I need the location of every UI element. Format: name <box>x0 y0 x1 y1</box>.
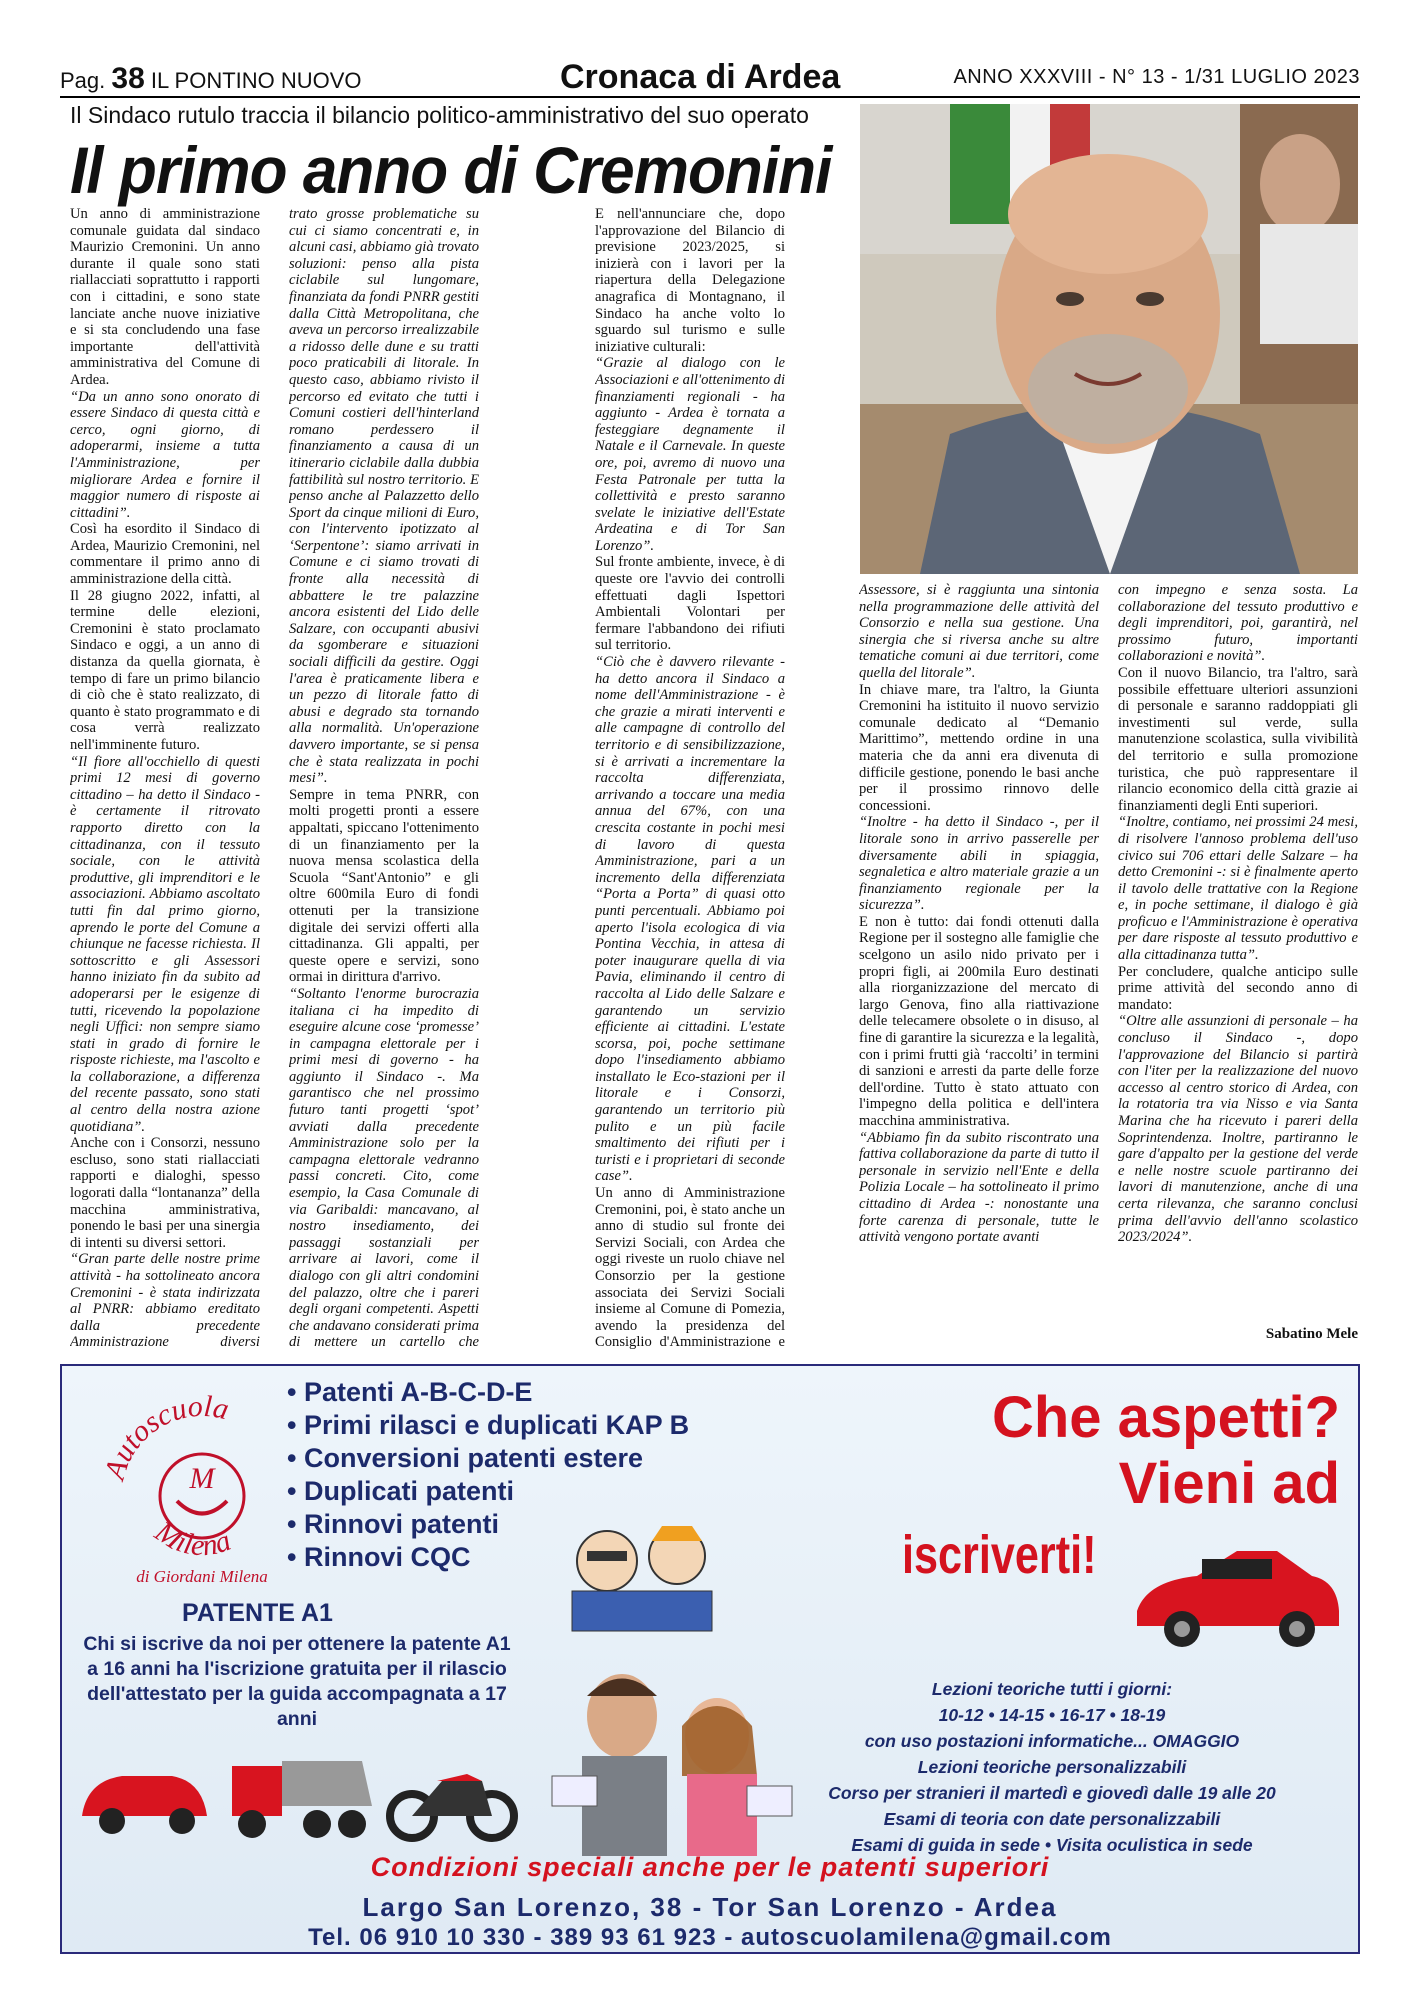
lesson-line: Lezioni teoriche tutti i giorni: <box>931 1679 1173 1699</box>
lesson-line: Lezioni teoriche personalizzabili <box>917 1757 1187 1777</box>
page-header <box>60 58 1360 94</box>
cta-line-1: Che aspetti? <box>991 1385 1340 1450</box>
article-paragraph: “Inoltre, contiamo, nei prossimi 24 mesi, di risolvere l'annoso problema dell'uso civico sui 706 ettari delle Salzare – ha detto Cremonini -: si è finalmente aperto il tavolo delle trattative con la Regione e, in poche settimane, il dialogo è già proficuo e l'Amministrazione è operativa per dare risposte al tessuto produttivo e alla cittadinanza tutta”. <box>1118 814 1358 964</box>
header-rule <box>60 96 1360 98</box>
page-number: 38 <box>111 62 145 95</box>
lesson-line: Esami di guida in sede • Visita oculistica in sede <box>851 1835 1253 1855</box>
service-item: • Rinnovi patenti <box>287 1509 499 1539</box>
article-paragraph: Così ha esordito il Sindaco di Ardea, Maurizio Cremonini, nel commentare il primo anno di amministrazione della città. <box>70 521 260 588</box>
logo-bottom-text: Milena <box>149 1514 236 1563</box>
special-conditions: Condizioni speciali anche per le patenti superiori <box>370 1852 1050 1882</box>
logo-subtitle: di Giordani Milena <box>136 1567 268 1586</box>
article-paragraph: Un anno di amministrazione comunale guidata dal sindaco Maurizio Cremonini. Un anno durante il quale sono stati riallacciati soprattutto i rapporti con i cittadini, e sono state lanciate anche nuove iniziative e si sta concludendo una fase importante dell'attività amministrativa del Comune di Ardea. <box>70 206 260 388</box>
lesson-line: con uso postazioni informatiche... OMAGGIO <box>864 1731 1240 1751</box>
article-paragraph: “Oltre alle assunzioni di personale – ha concluso il Sindaco -, dopo l'approvazione del Bilancio si partirà con l'iter per la realizzazione del nuovo accesso al centro storico di Ardea, con la rotatoria tra via Nisso e via Santa Marina che ha ricevuto i pareri della Soprintendenza. Inoltre, partiranno le gare d'appalto per la gestione del verde e nelle nostre scuole partiranno dei lavori di manutenzione, anche di una certa rilevanza, che saranno conclusi prima dell'avvio dell'anno scolastico 2023/2024”. <box>1118 1013 1358 1246</box>
article-kicker: Il Sindaco rutulo traccia il bilancio politico-amministrativo del suo operato <box>70 102 809 128</box>
article-paragraph: “Da un anno sono onorato di essere Sindaco di questa città e cerco, ogni giorno, di adoperarmi, insieme a tutta l'Amministrazione, per migliorare Ardea e fornire il maggior numero di risposte ai cittadini”. <box>70 388 260 521</box>
article-column-3 <box>595 206 785 1352</box>
article-paragraph: E non è tutto: dai fondi ottenuti dalla Regione per il sostegno alle famiglie che scelgono un asilo nido privato per i propri figli, ai 200mila Euro destinati alla riorganizzazione del mercato di largo Genova, fino alla riattivazione delle telecamere obsolete o in disuso, al fine di garantire la sicurezza e la legalità, con i primi frutti già ‘raccolti’ in termini di sanzioni e arresti da parte delle forze dell'ordine. Tutto è stato attuato con l'impegno della politica e dell'intera macchina amministrativa. <box>859 913 1099 1129</box>
cta-line-3: iscriverti! <box>902 1525 1097 1585</box>
patente-a1-title: PATENTE A1 <box>182 1599 333 1627</box>
article-paragraph: “Soltanto l'enorme burocrazia italiana ci ha impedito di eseguire alcune cose ‘promesse’ in campagna elettorale per i primi mesi di governo - ha aggiunto il Sindaco -. Ma garantisco che nel prossimo futuro tanti progetti ‘spot’ avviati dalla precedente Amministrazione solo per la campagna elettorale vedranno passi concreti. Cito, come esempio, la Casa Comunale di via Garibaldi: mancavano, al nostro insediamento, dei passaggi sostanziali per arrivare ai lavori, come il dialogo con gli altri condomini del palazzo, oltre che i pareri degli organi competenti. Aspetti che andavano considerati prima di mettere un cartello che <box>289 985 479 1351</box>
service-item: • Duplicati patenti <box>287 1476 514 1506</box>
article-paragraph: Sempre in tema PNRR, con molti progetti pronti a essere appaltati, spiccano l'ottenimento di un finanziamento per la nuova mensa scolastica della Scuola “Sant'Antonio” e gli oltre 600mila Euro di fondi ottenuti per la transizione digitale dei servizi offerti alla cittadinanza. Gli appalti, per queste opere e servizi, sono ormai in dirittura d'arrivo. <box>289 786 479 986</box>
article-paragraph: Un anno di Amministrazione Cremonini, poi, è stato anche un anno di studio sul fronte dei Servizi Sociali, con Ardea che oggi riveste un ruolo chiave nel Consorzio per la gestione associata dei Servizi Sociali insieme al Comune di Pomezia, avendo la presidenza del Consiglio d'Amministrazione e <box>595 1185 785 1351</box>
school-contacts: Tel. 06 910 10 330 - 389 93 61 923 - autoscuolamilena@gmail.com <box>308 1924 1112 1951</box>
lesson-line: 10-12 • 14-15 • 16-17 • 18-19 <box>938 1705 1166 1725</box>
article-paragraph: Sul fronte ambiente, invece, è di queste ore l'avvio dei controlli effettuati dagli Ispettori Ambientali Volontari per fermare l'abbandono dei rifiuti sul territorio. <box>595 554 785 654</box>
article-paragraph: “Grazie al dialogo con le Associazioni e all'ottenimento di finanziamenti regionali - ha aggiunto - Ardea è tornata a festeggiare degnamente il Natale e il Carnevale. In queste ore, poi, avremo di nuovo una Festa Patronale per tutta la collettività e presto saranno svelate le iniziative dell'Estate Ardeatina e di Tor San Lorenzo”. <box>595 355 785 554</box>
publication-name: IL PONTINO NUOVO <box>150 68 362 93</box>
article-paragraph: “Ciò che è davvero rilevante - ha detto ancora il Sindaco a nome dell'Amministrazione - è che grazie a mirati interventi e alle campagne di controllo del territorio e di sensibilizzazione, si è arrivati a incrementare la raccolta differenziata, arrivando a toccare una media annua del 67%, con una crescita costante in pochi mesi di lavoro di questa Amministrazione, pari a un incremento della differenziata “Porta a Porta” di quasi otto punti percentuali. Abbiamo poi aperto l'isola ecologica di via Pontina Vecchia, in attesa di poter inaugurare quella di via Pavia, eliminando il centro di raccolta al Lido delle Salzare e garantendo un servizio efficiente ai cittadini. L'estate scorsa, poi, poche settimane dopo l'insediamento abbiamo installato le Eco-stazioni per il litorale e i Consorzi, garantendo un territorio più pulito e un più facile smaltimento dei rifiuti per i turisti e i proprietari di seconde case”. <box>595 654 785 1185</box>
service-item: • Primi rilasci e duplicati KAP B <box>287 1410 690 1440</box>
article-paragraph: Assessore, si è raggiunta una sintonia nella programmazione delle attività del Consorzio e nella sua gestione. Una sinergia che si riversa anche su altre tematiche comuni ai due territori, come quella del litorale”. <box>859 582 1099 681</box>
svg-text:Milena <box>148 1514 235 1562</box>
lesson-line: Esami di teoria con date personalizzabili <box>883 1809 1221 1829</box>
cartoon-students-image <box>552 1506 732 1636</box>
article-column-5 <box>1118 582 1358 1324</box>
article-column-2 <box>289 206 479 1352</box>
patente-a1-text: Chi si iscrive da noi per ottenere la patente A1 a 16 anni ha l'iscrizione gratuita per il rilascio dell'attestato per la guida accompagnata a 17 anni <box>83 1633 511 1730</box>
driving-school-logo <box>82 1386 322 1586</box>
article-paragraph: Anche con i Consorzi, nessuno escluso, sono stati riallacciati rapporti e dialoghi, spesso logorati dalla “lontananza” della macchina amministrativa, ponendo le basi per una sinergia di intenti su diversi settori. <box>70 1135 260 1251</box>
article-paragraph: trato grosse problematiche su cui ci siamo concentrati e, in alcuni casi, abbiamo già trovato soluzioni: penso alla pista ciclabile sul lungomare, finanziata da fondi PNRR gestiti dalla Città Metropolitana, che aveva un percorso irrealizzabile a ridosso delle dune e su tratti poco praticabili di litorale. In questo caso, abbiamo rivisto il percorso ed evitato che tutti i Comuni costieri dell'hinterland romano perdessero il finanziamento a causa di un itinerario ciclabile dalla dubbia fattibilità sul nostro territorio. E penso anche al Palazzetto dello Sport da cinque milioni di Euro, con l'intervento ipotizzato al ‘Serpentone’: siamo arrivati in Comune e ci siamo trovati di fronte alla necessità di abbattere le tre palazzine ancora esistenti del Lido delle Salzare, con occupanti abusivi da sgomberare e situazioni sociali difficili da gestire. Oggi l'area è praticamente libera e un pezzo di litorale fatto di abusi e degrado sta tornando alla normalità. Un'operazione davvero importante, se si pensa che è stata realizzata in pochi mesi”. <box>289 206 479 787</box>
logo-top-text: Autoscuola <box>98 1389 232 1484</box>
article-paragraph: “Gran parte delle nostre prime attività - ha sottolineato ancora Cremonini - è stata indirizzata al PNRR: abbiamo ereditato dalla precedente Amministrazione diversi <box>70 1251 260 1351</box>
mayor-photo <box>860 104 1358 574</box>
students-photo <box>522 1656 802 1856</box>
logo-letter: M <box>189 1462 215 1495</box>
lesson-line: Corso per stranieri il martedì e giovedì dalle 19 alle 20 <box>828 1783 1276 1803</box>
school-address: Largo San Lorenzo, 38 - Tor San Lorenzo - Ardea <box>362 1892 1058 1922</box>
article-paragraph: E nell'annunciare che, dopo l'approvazione del Bilancio di previsione 2023/2025, si inizierà con i lavori per la riapertura della Delegazione anagrafica di Montagnano, il Sindaco ha anche volto lo sguardo sul turismo e sulle iniziative culturali: <box>595 206 785 355</box>
issue-info: ANNO XXXVIII - N° 13 - 1/31 LUGLIO 2023 <box>953 66 1360 88</box>
vehicles-image <box>72 1736 522 1846</box>
article-paragraph: “Abbiamo fin da subito riscontrato una fattiva collaborazione da parte di tutto il personale in servizio nell'Ente e della Polizia Locale – ha sottolineato il primo cittadino di Ardea -: nonostante una forte carenza di personale, tutte le attività vengono portate avanti <box>859 1129 1099 1246</box>
article-column-4 <box>859 582 1099 1352</box>
section-title: Cronaca di Ardea <box>560 58 841 96</box>
article-paragraph: con impegno e senza sosta. La collaborazione del tessuto produttivo e degli imprenditori, poi, garantirà, nel prossimo futuro, importanti collaborazioni e novità”. <box>1118 582 1358 665</box>
cta-line-2: Vieni ad <box>1118 1451 1340 1516</box>
driving-school-ad <box>60 1364 1360 1954</box>
article-paragraph: “Il fiore all'occhiello di questi primi 12 mesi di governo cittadino – ha detto il Sindaco - è certamente il ritrovato rapporto diretto con la cittadinanza, con il tessuto sociale, con le attività produttive, gli imprenditori e le associazioni. Abbiamo ascoltato tutti fin dal primo giorno, aprendo le porte del Comune a chiunque ne facesse richiesta. Il sottoscritto e gli Assessori hanno iniziato fin da subito ad adoperarsi per le esigenze di tutti, ricevendo la popolazione negli Uffici: non sempre siamo stati in grado di fornire le risposte richieste, ma l'ascolto e la collaborazione, a differenza del recente passato, sono stati al centro della nostra azione quotidiana”. <box>70 753 260 1135</box>
article-paragraph: In chiave mare, tra l'altro, la Giunta Cremonini ha istituito il nuovo servizio comunale dedicato al “Demanio Marittimo”, mettendo ordine in una materia che da anni era divenuta di difficile gestione, ponendo le basi anche per il prossimo rinnovo delle concessioni. <box>859 681 1099 814</box>
article-paragraph: “Inoltre - ha detto il Sindaco -, per il litorale sono in arrivo passerelle per diversamente abili in spiaggia, segnaletica e altro materiale grazie a un finanziamento regionale per la sicurezza”. <box>859 814 1099 914</box>
service-item: • Rinnovi CQC <box>287 1542 471 1572</box>
lessons-info <box>762 1676 1342 1858</box>
article-paragraph: Per concludere, qualche anticipo sulle prime attività del secondo anno di mandato: <box>1118 963 1358 1013</box>
article-paragraph: Il 28 giugno 2022, infatti, al termine delle elezioni, Cremonini è stato proclamato Sindaco e oggi, a un anno di distanza da quella giornata, è tempo di fare un primo bilancio di ciò che è stato realizzato, di quanto è stato programmato e di cosa verrà realizzato nell'imminente futuro. <box>70 587 260 753</box>
convertible-car-image <box>1127 1521 1347 1661</box>
article-paragraph: Con il nuovo Bilancio, tra l'altro, sarà possibile effettuare ulteriori assunzioni di personale e saranno raddoppiati gli investimenti sul verde, sulla manutenzione scolastica, sulla vivibilità del territorio e sulla promozione turistica, che può rappresentare il rilancio economico della città grazie ai finanziamenti degli Enti superiori. <box>1118 664 1358 814</box>
service-item: • Patenti A-B-C-D-E <box>287 1377 533 1407</box>
article-headline: Il primo anno di Cremonini <box>70 133 832 207</box>
service-item: • Conversioni patenti estere <box>287 1443 644 1473</box>
article-column-1 <box>70 206 260 1352</box>
article-byline: Sabatino Mele <box>1265 1326 1358 1342</box>
page-label: Pag. 38 IL PONTINO NUOVO <box>60 62 362 95</box>
